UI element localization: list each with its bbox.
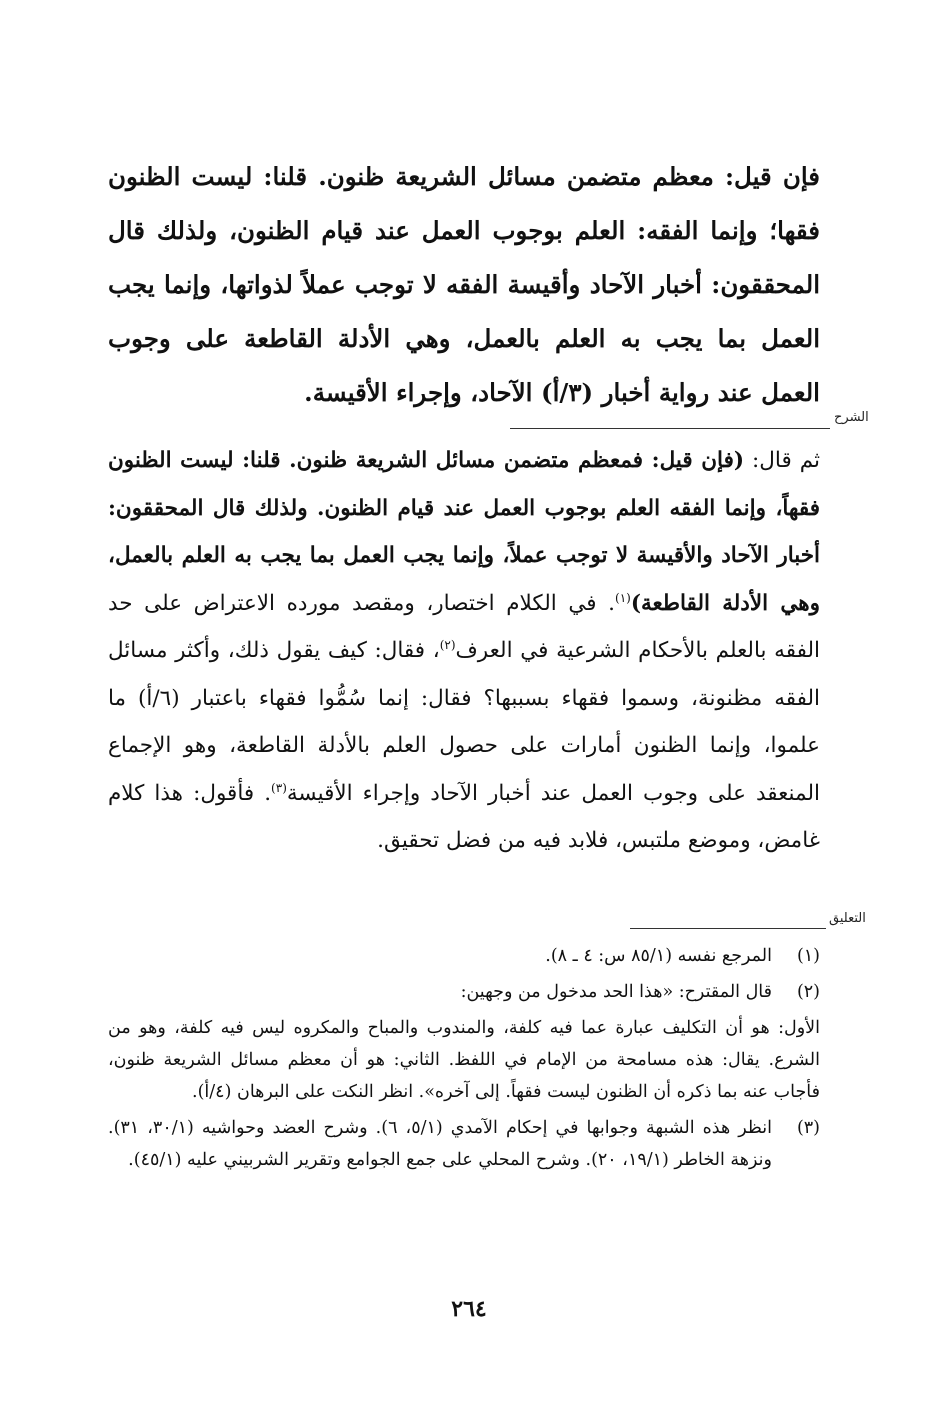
footnote-2-continued <box>108 1012 820 1108</box>
footnote-ref-2: (٢) <box>439 637 456 652</box>
sharh-quote: (فإن قيل: فمعظم متضمن مسائل الشريعة ظنون. قلنا: ليست الظنون فقهاً، وإنما الفقه العلم بوجوب العمل عند قيام الظنون. ولذلك قال المحققون: أخبار الآحاد والأقيسة لا توجب عملاً، وإنما يجب العمل بما يجب به العلم بالعمل، وهي الأدلة القاطعة) <box>108 448 820 616</box>
matn-paragraph: فإن قيل: معظم متضمن مسائل الشريعة ظنون. قلنا: ليست الظنون فقها؛ وإنما الفقه: العلم بوجوب العمل عند قيام الظنون، ولذلك قال المحققون: أخبار الآحاد وأقيسة الفقه لا توجب عملاً لذواتها، وإنما يجب العمل بما يجب به العلم بالعمل، وهي الأدلة القاطعة على وجوب العمل عند رواية أخبار (٣/أ) الآحاد، وإجراء الأقيسة. <box>108 162 820 407</box>
footnote-3 <box>108 1112 820 1176</box>
footnote-ref-3: (٣) <box>271 780 287 795</box>
taliq-label: التعليق <box>829 911 866 926</box>
footnote-text: قال المقترح: «هذا الحد مدخول من وجهين: <box>460 982 772 1002</box>
sharh-paragraph <box>108 437 820 865</box>
sharh-text-2: ، فقال: كيف يقول ذلك، وأكثر مسائل الفقه مظنونة، وسموا فقهاء بسببها؟ فقال: إنما سُمُّوا فقهاء باعتبار (٦/أ) ما علموا، وإنما الظنون أمارات على حصول العلم بالأدلة القاطعة، وهو الإجماع المنعقد على وجوب العمل عند أخبار الآحاد وإجراء الأقيسة <box>108 638 820 806</box>
sharh-text-1: . في الكلام اختصار، ومقصد مورده الاعتراض على حد الفقه بالعلم بالأحكام الشرعية في العرف <box>108 590 820 663</box>
footnote-text: الأول: هو أن التكليف عبارة عما فيه كلفة، والمندوب والمباح والمكروه ليس فيه كلفة، وهو من الشرع. يقال: هذه مسامحة من الإمام في اللفظ. الثاني: هو أن معظم مسائل الشريعة ظنون، فأجاب عنه بما ذكره أن الظنون ليست فقهاً. إلى آخره». انظر النكت على البرهان (٤/أ). <box>108 1018 820 1102</box>
footnote-2 <box>108 976 820 1008</box>
footnote-text: انظر هذه الشبهة وجوابها في إحكام الآمدي (٥/١، ٦). وشرح العضد وحواشيه (٣٠/١، ٣١). ونزهة الخاطر (١٩/١، ٢٠). وشرح المحلي على جمع الجوامع وتقرير الشربيني عليه (٤٥/١). <box>108 1118 773 1170</box>
footnote-1 <box>108 940 820 972</box>
sharh-text-3: . فأقول: هذا كلام غامض، وموضع ملتبس، فلابد فيه من فضل تحقيق. <box>108 780 820 853</box>
sharh-intro: ثم قال: <box>744 448 820 473</box>
page-number: ٢٦٤ <box>451 1296 487 1322</box>
footnote-number: (٢) <box>796 982 820 1002</box>
footnotes <box>108 940 820 1180</box>
sharh-label: الشرح <box>834 410 869 425</box>
sharh-divider <box>510 428 830 429</box>
footnote-number: (٣) <box>796 1118 820 1138</box>
footnote-text: المرجع نفسه (٨٥/١ س: ٤ ـ ٨). <box>545 946 772 966</box>
taliq-divider <box>630 928 826 929</box>
footnote-ref-1: (١) <box>615 590 631 605</box>
footnote-number: (١) <box>796 946 820 966</box>
